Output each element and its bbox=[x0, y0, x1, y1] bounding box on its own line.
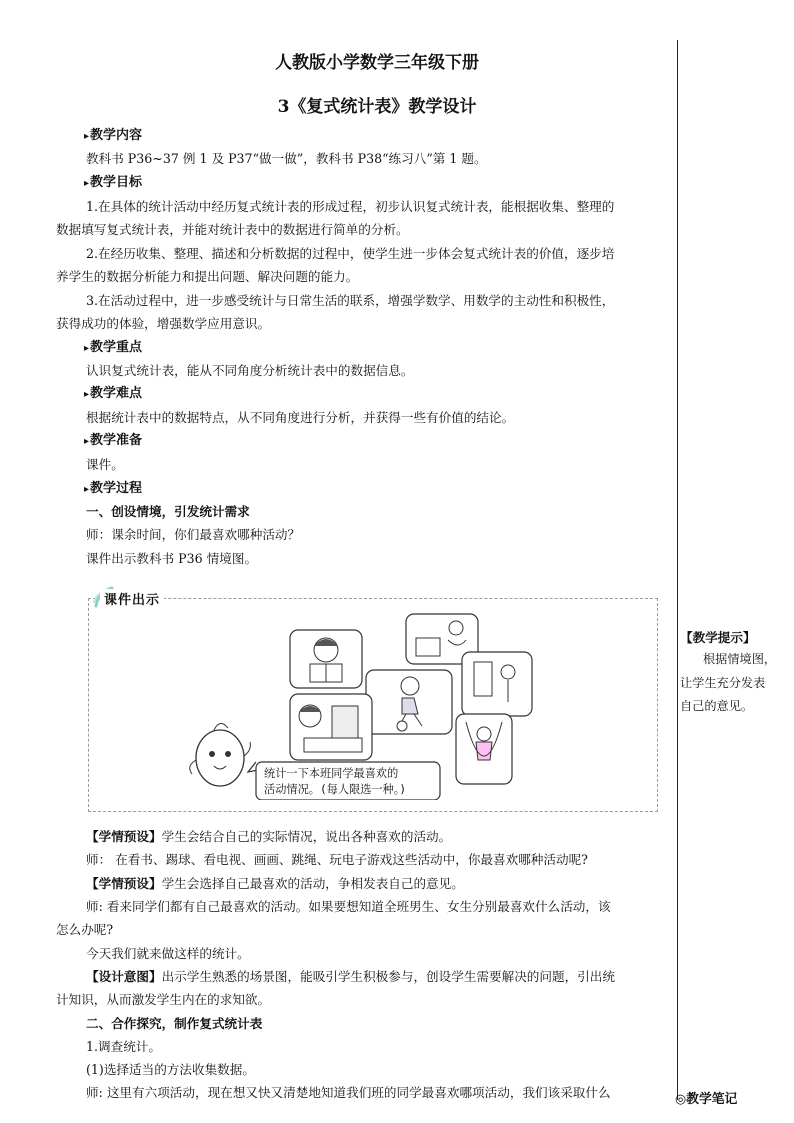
computer-scene bbox=[290, 694, 372, 760]
collect-method: (1)选择适当的方法收集数据。 bbox=[86, 1062, 255, 1077]
teaching-tip-line-2: 让学生充分发表 bbox=[680, 676, 766, 690]
objective-3-line-2: 获得成功的体验，增强数学应用意识。 bbox=[56, 316, 271, 331]
difficulties-body: 根据统计表中的数据特点，从不同角度进行分析，并获得一些有价值的结论。 bbox=[86, 410, 515, 425]
reading-scene bbox=[290, 630, 362, 688]
teacher-line-2: 课件出示教科书 P36 情境图。 bbox=[86, 551, 258, 566]
bubble-text-2: 活动情况。(每人限选一种。) bbox=[264, 783, 407, 796]
section-difficulties: ▸ 教学难点 bbox=[84, 386, 670, 403]
bubble-text-1: 统计一下本班同学最喜欢的 bbox=[264, 767, 399, 780]
prediction-2 bbox=[84, 876, 672, 892]
prediction-tag-2: 【学情预设】 bbox=[86, 876, 162, 891]
preparation-body: 课件。 bbox=[86, 457, 124, 472]
section-objectives: ▸ 教学目标 bbox=[84, 175, 670, 192]
margin-divider bbox=[677, 40, 678, 1100]
courseware-label: 课件出示 bbox=[100, 589, 164, 608]
content-body: 教科书 P36~37 例 1 及 P37“做一做”，教科书 P38“练习八”第 1 题。 bbox=[86, 151, 487, 166]
teacher-line-6: 师: 这里有六项活动，现在想又快又清楚地知道我们班的同学最喜欢哪项活动，我们该采取什么 bbox=[86, 1085, 611, 1100]
teaching-tip-line-3: 自己的意见。 bbox=[680, 699, 754, 713]
prediction-1-text: 学生会结合自己的实际情况，说出各种喜欢的活动。 bbox=[161, 829, 452, 844]
prediction-tag-1: 【学情预设】 bbox=[86, 829, 162, 844]
objective-3-line-1: 3.在活动过程中，进一步感受统计与日常生活的联系，增强学数学、用数学的主动性和积极性， bbox=[86, 293, 615, 308]
objective-1-line-2: 数据填写复式统计表，并能对统计表中的数据进行简单的分析。 bbox=[56, 222, 409, 237]
section-preparation: ▸ 教学准备 bbox=[84, 433, 670, 450]
teacher-line-4b: 怎么办呢? bbox=[56, 922, 114, 937]
football-scene bbox=[366, 670, 452, 734]
teacher-line-5: 今天我们就来做这样的统计。 bbox=[86, 946, 250, 961]
step-2-heading: 二、合作探究，制作复式统计表 bbox=[86, 1016, 263, 1031]
prediction-1 bbox=[84, 829, 672, 845]
design-tag: 【设计意图】 bbox=[86, 969, 162, 984]
teaching-notes-label: ◎教学笔记 bbox=[675, 1092, 738, 1107]
teacher-line-1: 师：课余时间，你们最喜欢哪种活动？ bbox=[86, 527, 301, 542]
page-title: 人教版小学数学三年级下册 bbox=[275, 53, 479, 73]
mascot bbox=[190, 723, 251, 786]
teaching-tip-title: 【教学提示】 bbox=[680, 630, 756, 645]
teacher-line-3: 师： 在看书、踢球、看电视、画画、跳绳、玩电子游戏这些活动中，你最喜欢哪种活动呢? bbox=[86, 852, 588, 867]
speech-bubble bbox=[248, 762, 440, 800]
objective-1-line-1: 1.在具体的统计活动中经历复式统计表的形成过程，初步认识复式统计表，能根据收集、整理的 bbox=[86, 199, 615, 214]
key-points-body: 认识复式统计表，能从不同角度分析统计表中的数据信息。 bbox=[86, 363, 414, 378]
design-intent-text-1: 出示学生熟悉的场景图，能吸引学生积极参与，创设学生需要解决的问题，引出统 bbox=[161, 969, 615, 984]
section-process: ▸ 教学过程 bbox=[84, 481, 670, 498]
section-content: ▸ 教学内容 bbox=[84, 128, 670, 145]
step-1-heading: 一、创设情境，引发统计需求 bbox=[86, 504, 250, 519]
painting-scene bbox=[462, 652, 532, 716]
design-intent bbox=[84, 969, 672, 985]
survey-heading: 1.调查统计。 bbox=[86, 1039, 161, 1054]
page-subtitle: 3《复式统计表》教学设计 bbox=[277, 97, 477, 117]
scene-illustration bbox=[186, 610, 546, 800]
teacher-line-4a: 师: 看来同学们都有自己最喜欢的活动。如果要想知道全班男生、女生分别最喜欢什么活动，该 bbox=[86, 899, 611, 914]
objective-2-line-1: 2.在经历收集、整理、描述和分析数据的过程中，使学生进一步体会复式统计表的价值，逐步培 bbox=[86, 246, 615, 261]
objective-2-line-2: 养学生的数据分析能力和提出问题、解决问题的能力。 bbox=[56, 269, 359, 284]
jump-rope-scene bbox=[456, 714, 512, 784]
section-key-points: ▸ 教学重点 bbox=[84, 340, 670, 357]
teaching-tip-line-1: 根据情境图， bbox=[703, 652, 777, 666]
design-intent-text-2: 计知识，从而激发学生内在的求知欲。 bbox=[56, 992, 271, 1007]
prediction-2-text: 学生会选择自己最喜欢的活动，争相发表自己的意见。 bbox=[161, 876, 464, 891]
